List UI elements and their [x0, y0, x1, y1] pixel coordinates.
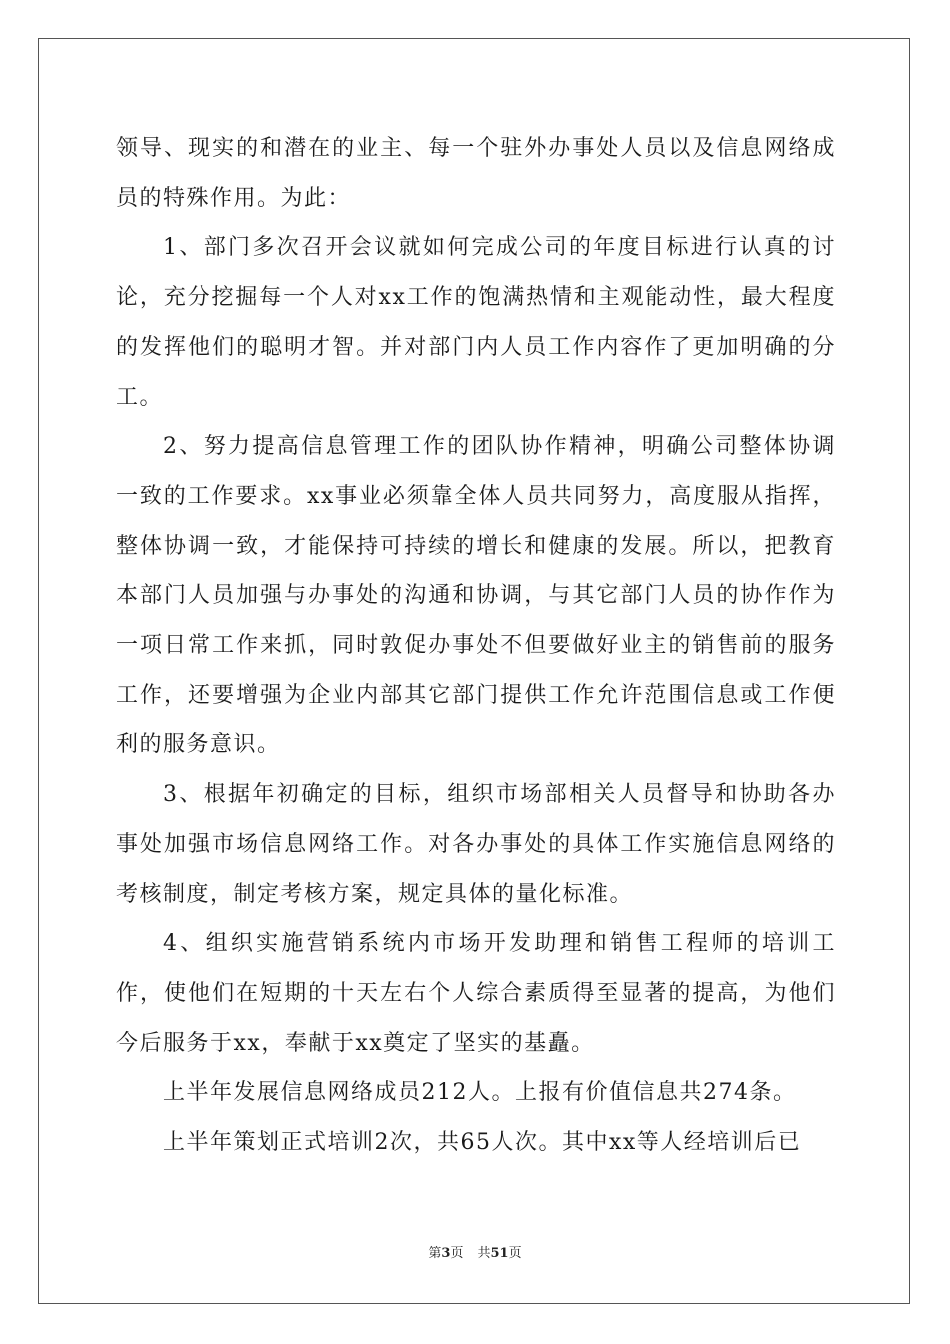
paragraph: 3、根据年初确定的目标，组织市场部相关人员督导和协助各办事处加强市场信息网络工作。对各办事处的具体工作实施信息网络的考核制度，制定考核方案，规定具体的量化标准。 [116, 782, 836, 907]
paragraph: 上半年发展信息网络成员212人。上报有价值信息共274条。 [163, 1080, 797, 1106]
total-page-count: 51 [490, 1246, 509, 1261]
paragraph: 1、部门多次召开会议就如何完成公司的年度目标进行认真的讨论，充分挖掘每一个人对xx工作的饱满热情和主观能动性，最大程度的发挥他们的聪明才智。并对部门内人员工作内容作了更加明确的分工。 [116, 235, 836, 410]
paragraph: 2、努力提高信息管理工作的团队协作精神，明确公司整体协调一致的工作要求。xx事业必须靠全体人员共同努力，高度服从指挥，整体协调一致，才能保持可持续的增长和健康的发展。所以，把教育本部门人员加强与办事处的沟通和协调，与其它部门人员的协作作为一项日常工作来抓，同时敦促办事处不但要做好业主的销售前的服务工作，还要增强为企业内部其它部门提供工作允许范围信息或工作便利的服务意识。 [116, 434, 836, 758]
paragraph: 领导、现实的和潜在的业主、每一个驻外办事处人员以及信息网络成员的特殊作用。为此： [116, 136, 836, 211]
total-suffix: 页 [508, 1246, 522, 1261]
current-page-number: 3 [441, 1246, 451, 1261]
paragraph: 4、组织实施营销系统内市场开发助理和销售工程师的培训工作，使他们在短期的十天左右个人综合素质得至显著的提高，为他们今后服务于xx，奉献于xx奠定了坚实的基矗。 [116, 931, 836, 1056]
page-footer [0, 1245, 950, 1263]
total-prefix: 共 [477, 1246, 491, 1261]
page-suffix: 页 [450, 1246, 464, 1261]
document-body [116, 124, 836, 1168]
page-prefix: 第 [428, 1246, 442, 1261]
paragraph: 上半年策划正式培训2次，共65人次。其中xx等人经培训后已 [163, 1130, 802, 1156]
